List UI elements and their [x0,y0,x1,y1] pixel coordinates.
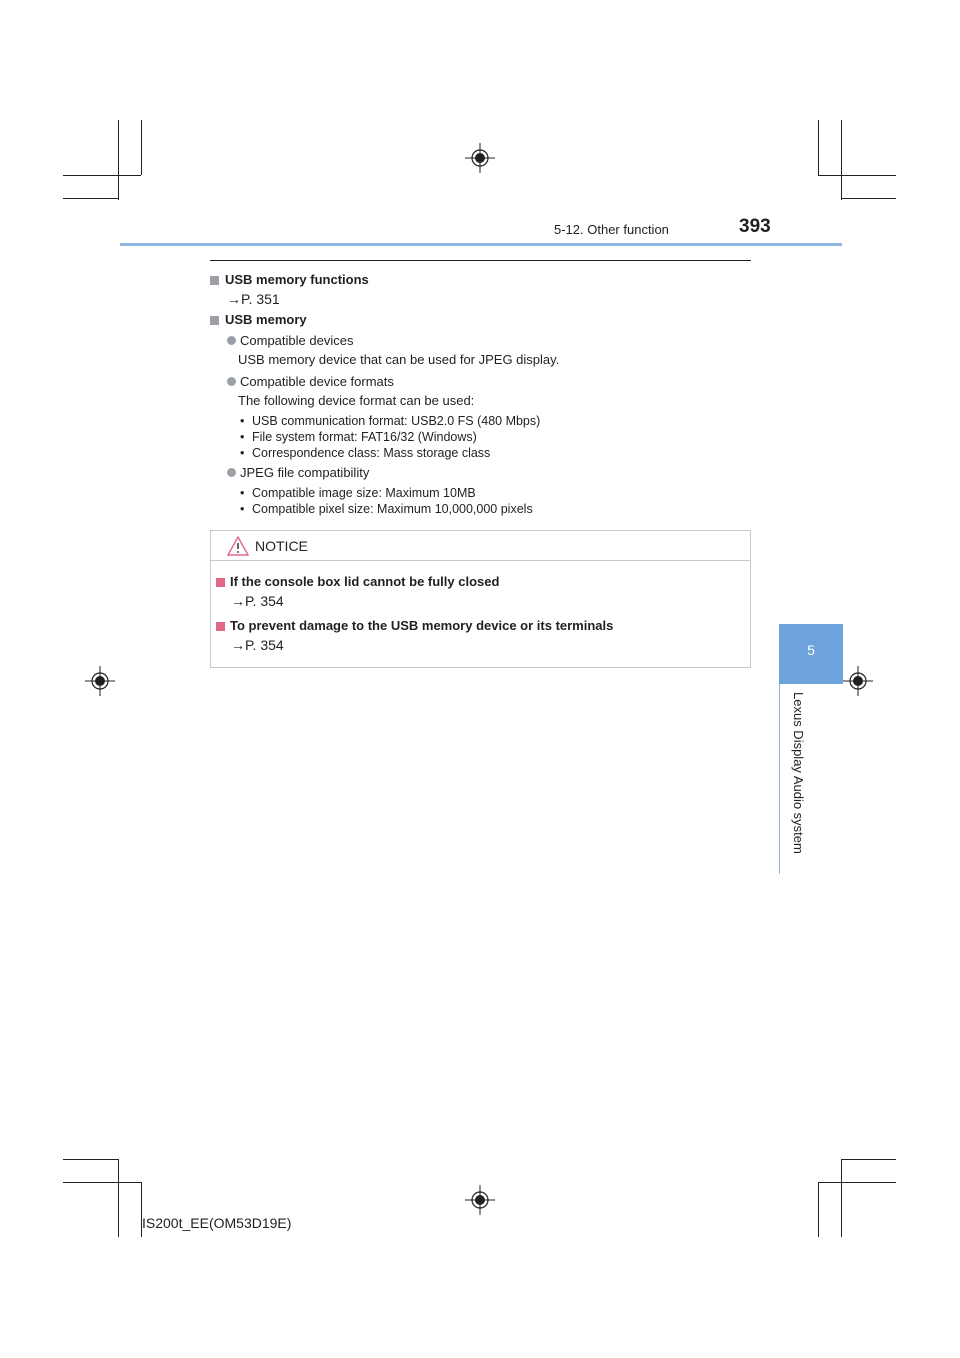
bullet-text: JPEG file compatibility [240,465,370,480]
page-number: 393 [739,216,771,237]
sub-list-item: • Correspondence class: Mass storage class [210,445,751,461]
crop-mark [141,120,142,175]
page-reference: →P. 351 [227,291,280,307]
bullet-item [210,463,751,482]
paragraph: The following device format can be used: [238,393,475,408]
notice-body [211,561,750,655]
notice-heading [211,617,750,635]
crop-mark [841,1159,896,1160]
page-reference: →P. 354 [231,593,284,609]
header-rule [120,243,842,246]
registration-mark-icon [465,1185,495,1215]
notice-heading-text: If the console box lid cannot be fully closed [230,574,500,589]
content-top-rule [210,260,751,261]
crop-mark [841,1159,842,1237]
warning-triangle-icon [227,536,249,556]
tab-divider [779,684,780,874]
paragraph: USB memory device that can be used for JPEG display. [238,352,560,367]
sub-list-item: • Compatible pixel size: Maximum 10,000,000 pixels [210,501,751,517]
square-bullet-icon [216,578,225,587]
page-reference: →P. 354 [231,637,284,653]
crop-mark [818,1182,896,1183]
document-code: IS200t_EE(OM53D19E) [142,1215,292,1231]
main-content [210,260,751,517]
crop-mark [841,120,842,200]
crop-mark [63,175,141,176]
crop-mark [818,175,896,176]
circle-bullet-icon [227,468,236,477]
chapter-tab [779,624,843,684]
crop-mark [118,120,119,200]
notice-header [211,531,750,561]
registration-mark-icon [465,143,495,173]
bullet-text: Compatible device formats [240,374,394,389]
crop-mark [63,1159,118,1160]
circle-bullet-icon [227,336,236,345]
square-bullet-icon [216,622,225,631]
crop-mark [63,1182,141,1183]
chapter-number: 5 [807,642,815,658]
heading-text: USB memory functions [225,272,369,287]
notice-box [210,530,751,668]
section-title: 5-12. Other function [554,222,669,237]
section-heading [210,311,751,329]
square-bullet-icon [210,316,219,325]
crop-mark [818,120,819,175]
circle-bullet-icon [227,377,236,386]
square-bullet-icon [210,276,219,285]
sub-list-item: • File system format: FAT16/32 (Windows) [210,429,751,445]
crop-mark [818,1182,819,1237]
sub-list-item: • Compatible image size: Maximum 10MB [210,485,751,501]
crop-mark [63,198,118,199]
section-heading [210,271,751,289]
sub-list-item: • USB communication format: USB2.0 FS (480 Mbps) [210,413,751,429]
notice-title: NOTICE [255,537,308,554]
notice-heading-text: To prevent damage to the USB memory device or its terminals [230,618,614,633]
crop-mark [841,198,896,199]
bullet-item [210,372,751,391]
registration-mark-icon [843,666,873,696]
notice-heading [211,573,750,591]
bullet-item [210,331,751,350]
registration-mark-icon [85,666,115,696]
heading-text: USB memory [225,312,307,327]
crop-mark [118,1159,119,1237]
bullet-text: Compatible devices [240,333,354,348]
chapter-title: Lexus Display Audio system [791,692,806,854]
